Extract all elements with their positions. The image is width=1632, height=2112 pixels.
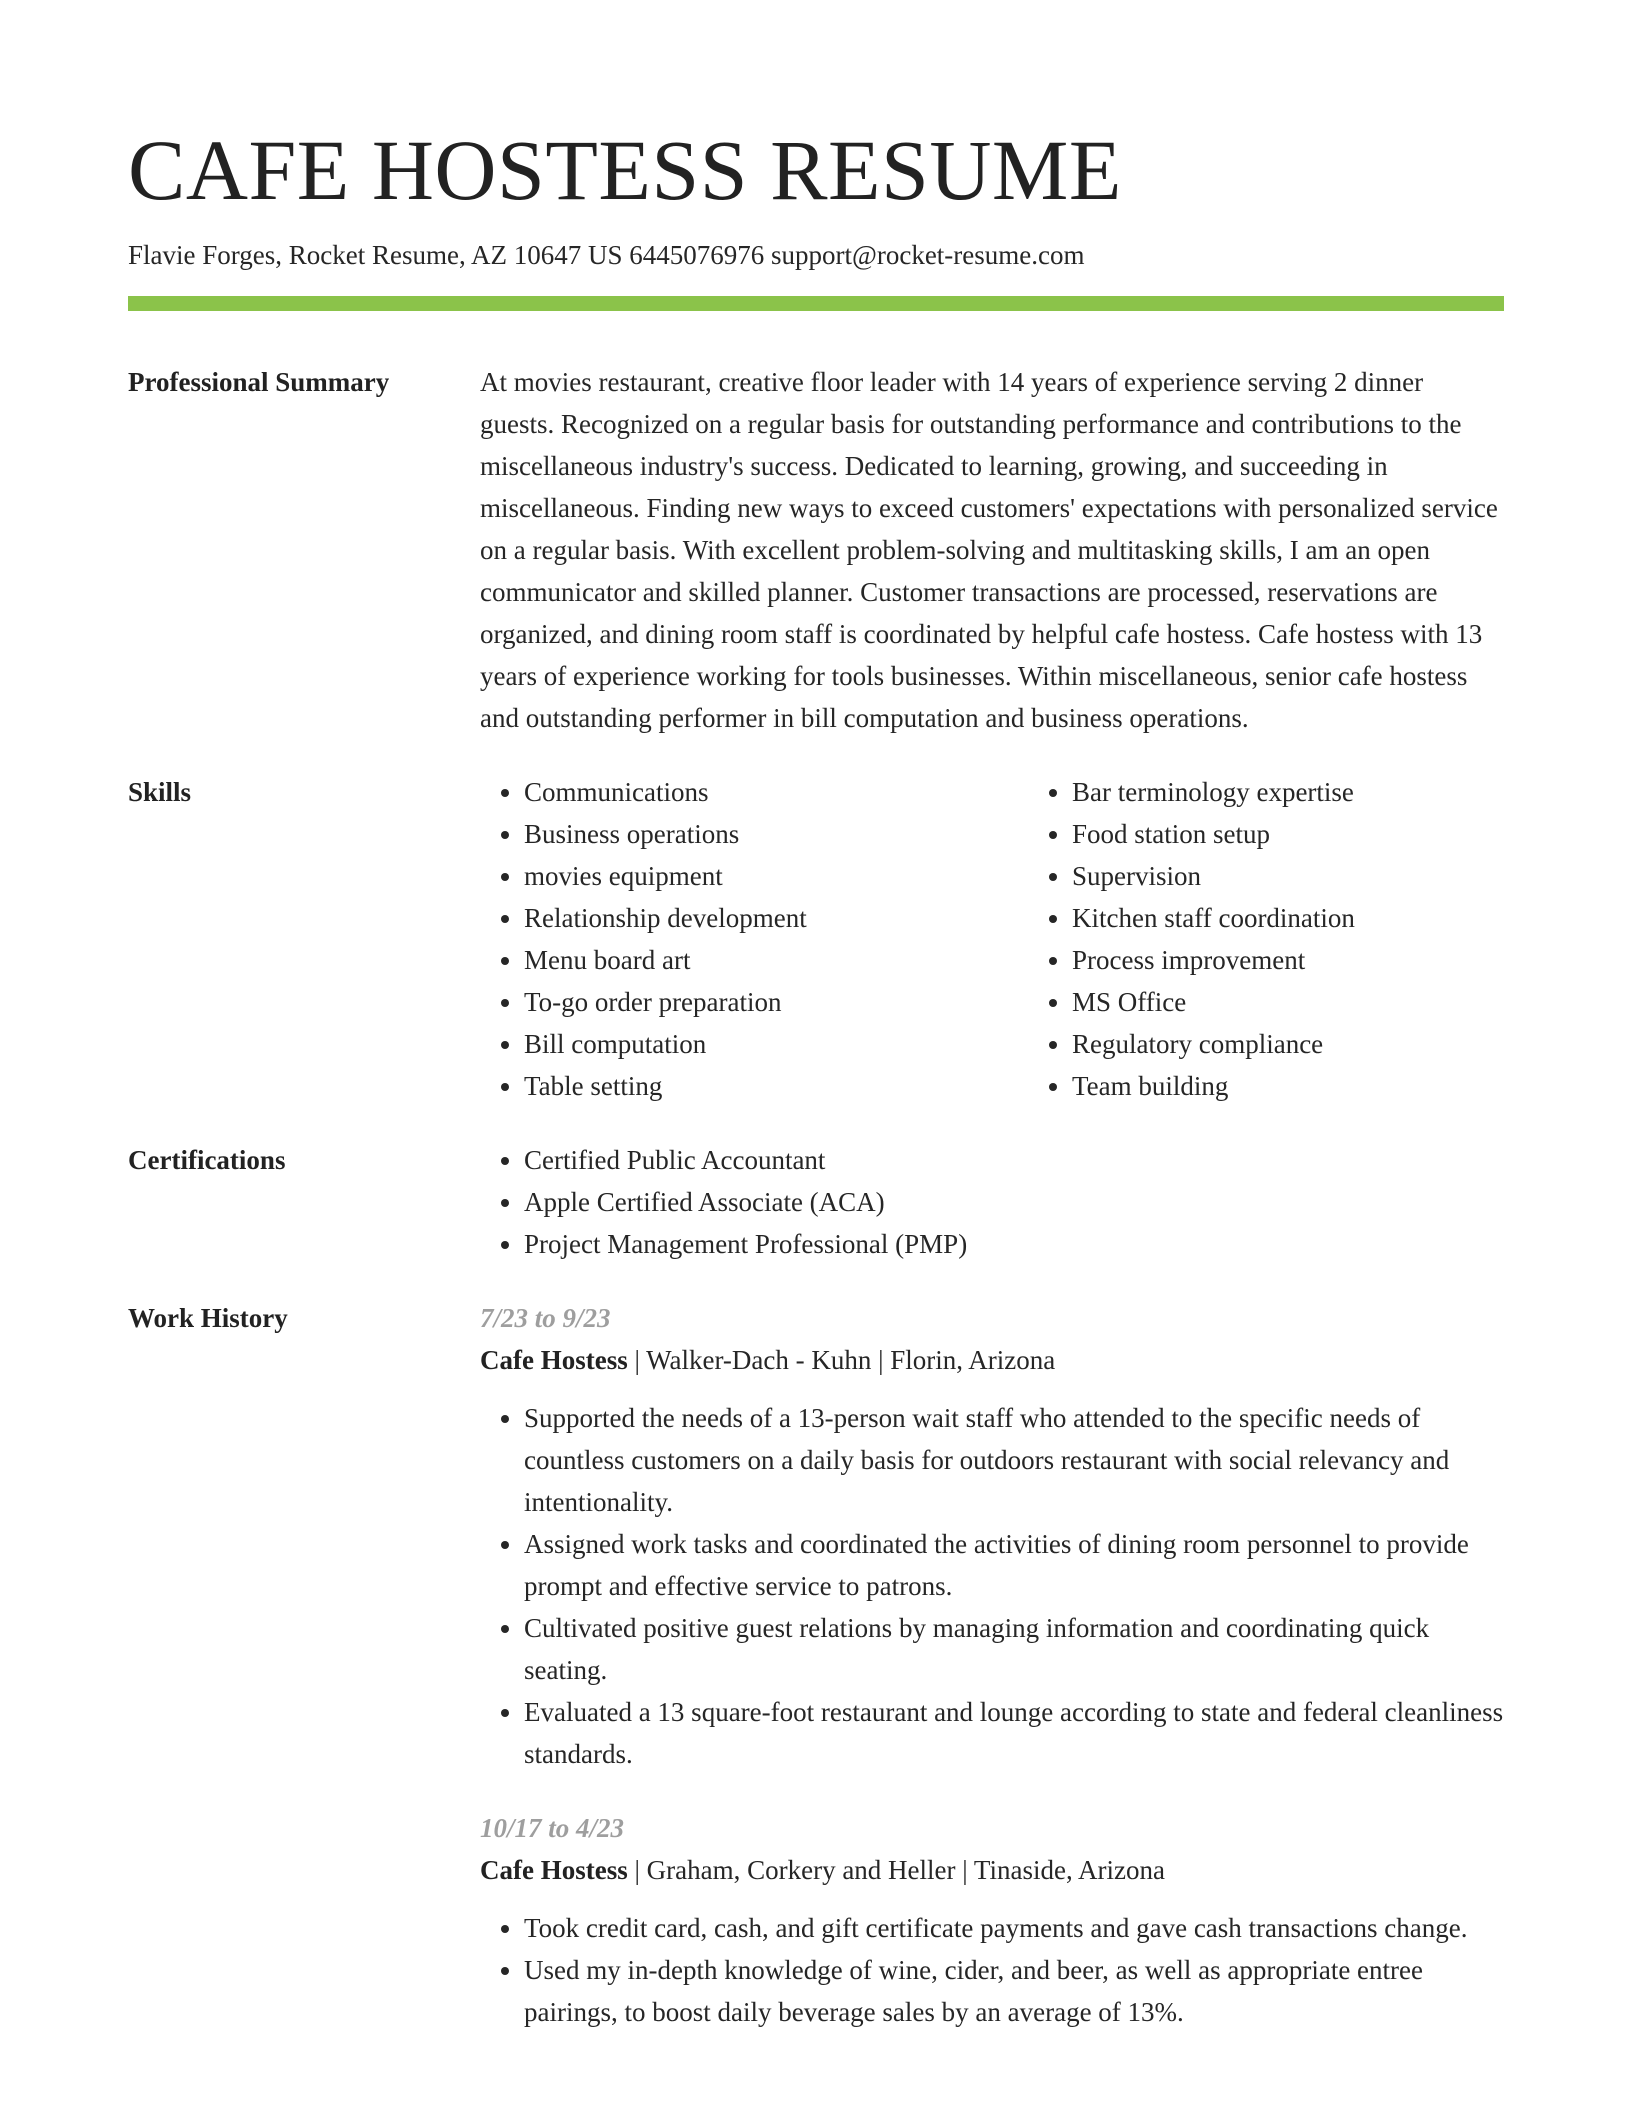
job-bullet: • Supported the needs of a 13-person wait staff who attended to the specific needs of countless customers on a daily basis for outdoors restaurant with social relevancy and intentionality. bbox=[524, 1397, 1504, 1523]
skill-item: • Business operations bbox=[524, 813, 1028, 855]
job-entry bbox=[480, 1807, 1504, 2033]
certifications-heading: Certifications bbox=[128, 1145, 286, 1175]
skills-list-right bbox=[1028, 771, 1576, 1107]
work-history-section bbox=[128, 1297, 1504, 2033]
job-title: Cafe Hostess bbox=[480, 1345, 628, 1375]
skills-heading: Skills bbox=[128, 777, 192, 807]
skill-item: • To-go order preparation bbox=[524, 981, 1028, 1023]
job-bullet: • Cultivated positive guest relations by managing information and coordinating quick seating. bbox=[524, 1607, 1504, 1691]
job-entry bbox=[480, 1297, 1504, 1775]
skills-section bbox=[128, 771, 1504, 1107]
skills-body bbox=[480, 771, 1576, 1107]
skill-item: • Menu board art bbox=[524, 939, 1028, 981]
job-bullet: • Used my in-depth knowledge of wine, cider, and beer, as well as appropriate entree pairings, to boost daily beverage sales by an average of 13%. bbox=[524, 1949, 1504, 2033]
skill-item: • Bar terminology expertise bbox=[1072, 771, 1576, 813]
skill-item: • Bill computation bbox=[524, 1023, 1028, 1065]
skill-item: • Kitchen staff coordination bbox=[1072, 897, 1576, 939]
certifications-body bbox=[480, 1139, 1504, 1265]
summary-section bbox=[128, 361, 1504, 739]
skill-item: • movies equipment bbox=[524, 855, 1028, 897]
job-heading bbox=[480, 1339, 1504, 1381]
work-history-heading: Work History bbox=[128, 1303, 288, 1333]
certification-item: • Project Management Professional (PMP) bbox=[524, 1223, 1504, 1265]
certification-item: • Apple Certified Associate (ACA) bbox=[524, 1181, 1504, 1223]
skill-item: • Communications bbox=[524, 771, 1028, 813]
skill-item: • Supervision bbox=[1072, 855, 1576, 897]
contact-line: Flavie Forges, Rocket Resume, AZ 10647 US 6445076976 support@rocket-resume.com bbox=[128, 240, 1085, 270]
job-heading bbox=[480, 1849, 1504, 1891]
skills-grid bbox=[480, 771, 1576, 1107]
work-history-body bbox=[480, 1297, 1504, 2033]
resume-page bbox=[128, 0, 1504, 2033]
job-bullets bbox=[480, 1397, 1504, 1775]
job-bullets bbox=[480, 1907, 1504, 2033]
skills-list-left bbox=[480, 771, 1028, 1107]
job-bullet: • Took credit card, cash, and gift certificate payments and gave cash transactions change. bbox=[524, 1907, 1504, 1949]
skill-item: • Process improvement bbox=[1072, 939, 1576, 981]
skill-item: • Team building bbox=[1072, 1065, 1576, 1107]
skill-item: • Regulatory compliance bbox=[1072, 1023, 1576, 1065]
job-bullet: • Assigned work tasks and coordinated the activities of dining room personnel to provide prompt and effective service to patrons. bbox=[524, 1523, 1504, 1607]
summary-body bbox=[480, 361, 1504, 739]
job-title: Cafe Hostess bbox=[480, 1855, 628, 1885]
job-dates: 7/23 to 9/23 bbox=[480, 1303, 611, 1333]
summary-heading: Professional Summary bbox=[128, 367, 390, 397]
certification-item: • Certified Public Accountant bbox=[524, 1139, 1504, 1181]
job-bullet: • Evaluated a 13 square-foot restaurant and lounge according to state and federal cleanliness standards. bbox=[524, 1691, 1504, 1775]
summary-text: At movies restaurant, creative floor leader with 14 years of experience serving 2 dinner guests. Recognized on a regular basis for outstanding performance and contributions to the miscellaneous industry's success. Dedicated to learning, growing, and succeeding in miscellaneous. Finding new ways to exceed customers' expectations with personalized service on a regular basis. With excellent problem-solving and multitasking skills, I am an open communicator and skilled planner. Customer transactions are processed, reservations are organized, and dining room staff is coordinated by helpful cafe hostess. Cafe hostess with 13 years of experience working for tools businesses. Within miscellaneous, senior cafe hostess and outstanding performer in bill computation and business operations. bbox=[480, 367, 1498, 733]
accent-divider bbox=[128, 296, 1504, 311]
job-employer-location: | Walker-Dach - Kuhn | Florin, Arizona bbox=[627, 1345, 1056, 1375]
certifications-list bbox=[480, 1139, 1504, 1265]
skill-item: • MS Office bbox=[1072, 981, 1576, 1023]
page-title: CAFE HOSTESS RESUME bbox=[128, 122, 1122, 218]
skill-item: • Relationship development bbox=[524, 897, 1028, 939]
skill-item: • Food station setup bbox=[1072, 813, 1576, 855]
skill-item: • Table setting bbox=[524, 1065, 1028, 1107]
job-dates: 10/17 to 4/23 bbox=[480, 1813, 625, 1843]
certifications-section bbox=[128, 1139, 1504, 1265]
job-employer-location: | Graham, Corkery and Heller | Tinaside, Arizona bbox=[627, 1855, 1165, 1885]
